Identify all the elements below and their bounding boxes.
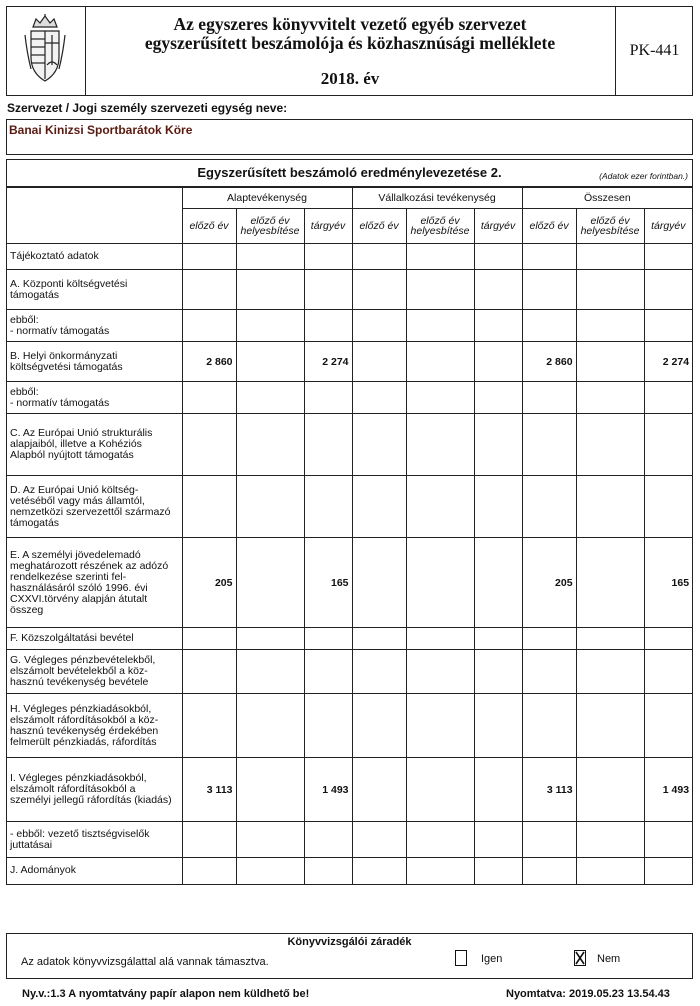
subcol-elozo-ev: előző év — [522, 209, 576, 244]
value-cell[interactable] — [236, 270, 304, 310]
org-label: Szervezet / Jogi személy szervezeti egység neve: — [7, 101, 288, 115]
value-cell[interactable] — [522, 244, 576, 270]
value-cell[interactable] — [352, 310, 406, 342]
value-cell[interactable]: 2 860 — [522, 342, 576, 382]
value-cell[interactable] — [304, 270, 352, 310]
nem-label: Nem — [597, 953, 621, 965]
value-cell[interactable] — [474, 650, 522, 694]
value-cell[interactable] — [236, 628, 304, 650]
value-cell[interactable] — [406, 382, 474, 414]
table-row — [7, 414, 692, 476]
form-code: PK-441 — [615, 7, 693, 95]
value-cell[interactable] — [304, 414, 352, 476]
value-cell[interactable] — [522, 382, 576, 414]
value-cell[interactable] — [406, 628, 474, 650]
table-row — [7, 270, 692, 310]
value-cell[interactable] — [576, 270, 644, 310]
value-cell[interactable] — [576, 414, 644, 476]
value-cell[interactable] — [576, 758, 644, 822]
table-row — [7, 822, 692, 858]
value-cell[interactable] — [474, 822, 522, 858]
row-label: D. Az Európai Unió költség-vetéséből vagy más államtól, nemzetközi szervezettől származó támogatás — [7, 476, 182, 538]
group-header-alap: Alaptevékenység — [182, 188, 352, 209]
value-cell[interactable] — [406, 270, 474, 310]
row-label: ebből: - normatív támogatás — [7, 310, 182, 342]
row-label: E. A személyi jövedelemadó meghatározott részének az adózó rendelkezése szerinti fel-használásáról szóló 1996. évi CXXVI.törvény alapján átutalt összeg — [7, 538, 182, 628]
value-cell[interactable] — [576, 382, 644, 414]
group-header-osszesen: Összesen — [522, 188, 692, 209]
value-cell[interactable] — [304, 244, 352, 270]
value-cell[interactable] — [522, 310, 576, 342]
value-cell[interactable] — [352, 342, 406, 382]
logo-box — [7, 7, 86, 95]
value-cell[interactable] — [576, 858, 644, 884]
value-cell[interactable] — [474, 628, 522, 650]
table-row — [7, 538, 692, 628]
value-cell[interactable] — [304, 822, 352, 858]
title-line-2: egyszerűsített beszámolója és közhasznúsági melléklete — [144, 33, 556, 53]
value-cell[interactable] — [474, 310, 522, 342]
value-cell[interactable] — [576, 244, 644, 270]
value-cell[interactable] — [236, 694, 304, 758]
org-name: Banai Kinizsi Sportbarátok Köre — [9, 123, 193, 137]
nem-checkbox[interactable] — [574, 950, 586, 966]
value-cell[interactable]: 165 — [644, 538, 692, 628]
footer-version-note: Ny.v.:1.3 A nyomtatvány papír alapon nem küldhető be! — [22, 988, 310, 1000]
checkbox-x-icon — [575, 951, 585, 965]
igen-label: Igen — [481, 953, 503, 965]
subcol-elozo-ev: előző év — [182, 209, 236, 244]
subcol-targyev: tárgyév — [304, 209, 352, 244]
value-cell[interactable] — [644, 694, 692, 758]
value-cell[interactable] — [304, 628, 352, 650]
value-cell[interactable] — [406, 758, 474, 822]
value-cell[interactable] — [182, 310, 236, 342]
value-cell[interactable] — [522, 650, 576, 694]
value-cell[interactable] — [236, 858, 304, 884]
value-cell[interactable] — [522, 694, 576, 758]
table-row — [7, 310, 692, 342]
unit-note: (Adatok ezer forintban.) — [599, 171, 688, 181]
row-label: J. Adományok — [7, 858, 182, 884]
value-cell[interactable] — [182, 858, 236, 884]
value-cell[interactable] — [644, 822, 692, 858]
value-cell[interactable] — [522, 414, 576, 476]
value-cell[interactable] — [644, 414, 692, 476]
table-title-bar — [7, 160, 692, 187]
value-cell[interactable] — [576, 476, 644, 538]
value-cell[interactable] — [352, 538, 406, 628]
value-cell[interactable]: 165 — [304, 538, 352, 628]
value-cell[interactable] — [352, 476, 406, 538]
value-cell[interactable] — [644, 244, 692, 270]
row-label: Tájékoztató adatok — [7, 244, 182, 270]
value-cell[interactable] — [304, 650, 352, 694]
value-cell[interactable]: 2 274 — [644, 342, 692, 382]
value-cell[interactable]: 205 — [182, 538, 236, 628]
value-cell[interactable] — [644, 270, 692, 310]
value-cell[interactable] — [406, 538, 474, 628]
value-cell[interactable]: 1 493 — [644, 758, 692, 822]
value-cell[interactable]: 205 — [522, 538, 576, 628]
row-label: B. Helyi önkormányzati költségvetési támogatás — [7, 342, 182, 382]
value-cell[interactable] — [236, 822, 304, 858]
value-cell[interactable] — [644, 476, 692, 538]
report-year: 2018. év — [320, 69, 380, 88]
value-cell[interactable] — [406, 342, 474, 382]
value-cell[interactable] — [406, 310, 474, 342]
value-cell[interactable]: 1 493 — [304, 758, 352, 822]
value-cell[interactable] — [304, 310, 352, 342]
value-cell[interactable] — [474, 476, 522, 538]
value-cell[interactable] — [236, 382, 304, 414]
value-cell[interactable] — [474, 758, 522, 822]
value-cell[interactable] — [236, 414, 304, 476]
value-cell[interactable] — [474, 414, 522, 476]
row-label: H. Végleges pénzkiadásokból, elszámolt ráfordításokból a köz-hasznú tevékenység érdekében felmerült pénzkiadás, ráfordítás — [7, 694, 182, 758]
value-cell[interactable] — [474, 858, 522, 884]
table-row — [7, 244, 692, 270]
value-cell[interactable] — [182, 414, 236, 476]
value-cell[interactable] — [406, 858, 474, 884]
value-cell[interactable] — [576, 310, 644, 342]
row-label: G. Végleges pénzbevételekből, elszámolt bevételekből a köz-hasznú tevékenység bevétele — [7, 650, 182, 694]
row-label: I. Végleges pénzkiadásokból, elszámolt ráfordításokból a személyi jellegű ráfordítás (kiadás) — [7, 758, 182, 822]
value-cell[interactable] — [474, 382, 522, 414]
value-cell[interactable] — [644, 650, 692, 694]
value-cell[interactable] — [352, 382, 406, 414]
value-cell[interactable] — [474, 694, 522, 758]
value-cell[interactable] — [352, 650, 406, 694]
value-cell[interactable] — [352, 414, 406, 476]
value-cell[interactable] — [522, 858, 576, 884]
value-cell[interactable] — [644, 628, 692, 650]
value-cell[interactable] — [352, 822, 406, 858]
row-label: - ebből: vezető tisztségviselők juttatásai — [7, 822, 182, 858]
value-cell[interactable] — [474, 342, 522, 382]
value-cell[interactable] — [304, 694, 352, 758]
value-cell[interactable] — [576, 694, 644, 758]
value-cell[interactable] — [236, 650, 304, 694]
value-cell[interactable] — [576, 538, 644, 628]
value-cell[interactable] — [576, 822, 644, 858]
value-cell[interactable] — [644, 310, 692, 342]
value-cell[interactable] — [236, 342, 304, 382]
form-header — [6, 6, 693, 96]
row-label: A. Központi költségvetési támogatás — [7, 270, 182, 310]
value-cell[interactable] — [406, 244, 474, 270]
group-header-vallalkozasi: Vállalkozási tevékenység — [352, 188, 522, 209]
table-row — [7, 858, 692, 884]
value-cell[interactable] — [352, 244, 406, 270]
value-cell[interactable] — [522, 476, 576, 538]
value-cell[interactable]: 3 113 — [182, 758, 236, 822]
value-cell[interactable] — [236, 310, 304, 342]
table-row — [7, 758, 692, 822]
row-label: C. Az Európai Unió strukturális alapjaiból, illetve a Kohéziós Alapból nyújtott támogatás — [7, 414, 182, 476]
table-title: Egyszerűsített beszámoló eredménylevezetése 2. — [197, 165, 502, 180]
value-cell[interactable] — [644, 382, 692, 414]
value-cell[interactable] — [182, 650, 236, 694]
value-cell[interactable] — [182, 382, 236, 414]
table-row — [7, 382, 692, 414]
value-cell[interactable] — [182, 476, 236, 538]
value-cell[interactable] — [644, 858, 692, 884]
table-row — [7, 342, 692, 382]
value-cell[interactable] — [352, 858, 406, 884]
value-cell[interactable] — [406, 476, 474, 538]
title-box — [86, 7, 614, 95]
value-cell[interactable] — [352, 694, 406, 758]
value-cell[interactable] — [522, 822, 576, 858]
value-cell[interactable]: 2 274 — [304, 342, 352, 382]
table-row — [7, 476, 692, 538]
subcol-helyesbites: előző év helyesbítése — [576, 209, 644, 244]
audit-clause-box — [6, 933, 693, 979]
audit-title: Könyvvizsgálói záradék — [287, 936, 412, 948]
value-cell[interactable] — [352, 270, 406, 310]
value-cell[interactable] — [236, 538, 304, 628]
value-cell[interactable] — [406, 650, 474, 694]
value-cell[interactable] — [182, 628, 236, 650]
igen-checkbox[interactable] — [455, 950, 467, 966]
value-cell[interactable] — [474, 538, 522, 628]
table-row — [7, 694, 692, 758]
value-cell[interactable] — [576, 342, 644, 382]
value-cell[interactable] — [406, 414, 474, 476]
value-cell[interactable] — [352, 758, 406, 822]
value-cell[interactable] — [182, 694, 236, 758]
value-cell[interactable] — [352, 628, 406, 650]
value-cell[interactable] — [522, 628, 576, 650]
title-line-1: Az egyszeres könyvvitelt vezető egyéb szervezet — [173, 14, 527, 34]
footer-print-date: Nyomtatva: 2019.05.23 13.54.43 — [506, 988, 670, 1000]
value-cell[interactable] — [304, 382, 352, 414]
value-cell[interactable] — [182, 270, 236, 310]
income-statement-table — [6, 159, 693, 885]
org-name-field — [6, 119, 693, 155]
subcol-targyev: tárgyév — [474, 209, 522, 244]
value-cell[interactable] — [474, 244, 522, 270]
value-cell[interactable] — [522, 270, 576, 310]
row-label: ebből: - normatív támogatás — [7, 382, 182, 414]
subcol-targyev: tárgyév — [644, 209, 692, 244]
value-cell[interactable] — [236, 758, 304, 822]
value-cell[interactable] — [474, 270, 522, 310]
value-cell[interactable] — [182, 822, 236, 858]
value-cell[interactable] — [304, 858, 352, 884]
subcol-helyesbites: előző év helyesbítése — [236, 209, 304, 244]
value-cell[interactable]: 2 860 — [182, 342, 236, 382]
subcol-elozo-ev: előző év — [352, 209, 406, 244]
table-row — [7, 650, 692, 694]
row-label: F. Közszolgáltatási bevétel — [7, 628, 182, 650]
coat-of-arms-icon — [23, 13, 67, 85]
value-cell[interactable]: 3 113 — [522, 758, 576, 822]
value-cell[interactable] — [304, 476, 352, 538]
table-row — [7, 628, 692, 650]
value-cell[interactable] — [576, 650, 644, 694]
value-cell[interactable] — [182, 244, 236, 270]
value-cell[interactable] — [576, 628, 644, 650]
value-cell[interactable] — [236, 244, 304, 270]
label-header-cell — [7, 188, 182, 244]
value-cell[interactable] — [236, 476, 304, 538]
data-grid — [7, 187, 692, 884]
value-cell[interactable] — [406, 822, 474, 858]
subcol-helyesbites: előző év helyesbítése — [406, 209, 474, 244]
value-cell[interactable] — [406, 694, 474, 758]
audit-text: Az adatok könyvvizsgálattal alá vannak támasztva. — [21, 956, 269, 968]
group-header-row — [7, 188, 692, 209]
